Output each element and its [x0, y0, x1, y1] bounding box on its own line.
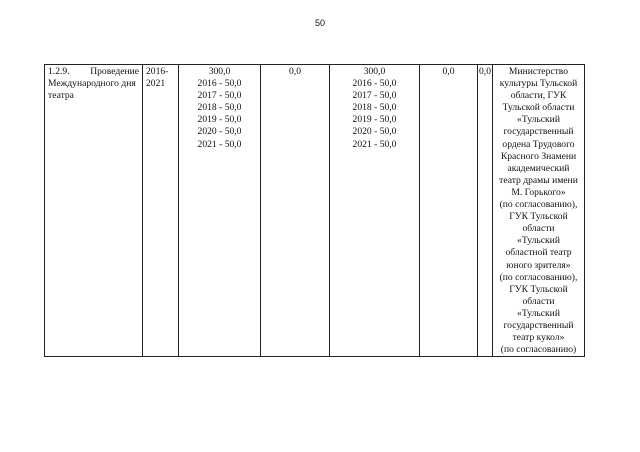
executor-line: государственный: [503, 126, 574, 138]
other-funding-value: 0,0: [479, 66, 491, 77]
other-funding-cell: [478, 65, 493, 357]
event-title-rest: Международного дня театра: [48, 78, 136, 102]
total-funding-year: 2019 - 50,0: [197, 114, 242, 126]
regional-funding-sum: 300,0: [363, 66, 386, 77]
program-table: [44, 64, 585, 357]
total-funding-sum: 300,0: [208, 66, 231, 77]
period-text: 2016-2021: [146, 66, 169, 90]
executor-line: академический: [507, 162, 570, 174]
executor-line: ГУК Тульской: [509, 211, 568, 223]
regional-funding-year: 2016 - 50,0: [352, 78, 397, 90]
executor-line: областной театр: [505, 247, 572, 259]
total-funding-year: 2017 - 50,0: [197, 90, 242, 102]
regional-funding-year: 2018 - 50,0: [352, 102, 397, 114]
total-funding-year: 2021 - 50,0: [197, 138, 242, 150]
executor-line: юного зрителя»: [506, 259, 571, 271]
executor-line: (по согласованию),: [499, 271, 578, 283]
executor-line: государственный: [503, 319, 574, 331]
table-row: [45, 65, 585, 357]
event-code: 1.2.9.: [48, 66, 70, 77]
regional-funding-year: 2021 - 50,0: [352, 138, 397, 150]
executor-line: ГУК Тульской: [509, 283, 568, 295]
federal-funding-cell: [261, 65, 330, 357]
executor-line: «Тульский: [517, 307, 560, 319]
total-funding-year: 2018 - 50,0: [197, 102, 242, 114]
executor-line: (по согласованию): [500, 344, 577, 356]
regional-funding-year: 2017 - 50,0: [352, 90, 397, 102]
executor-line: (по согласованию),: [499, 199, 578, 211]
municipal-funding-value: 0,0: [442, 66, 455, 77]
event-name-cell: [45, 65, 143, 357]
executor-line: театр драмы имени: [499, 174, 578, 186]
federal-funding-value: 0,0: [289, 66, 301, 77]
executor-line: «Тульский: [517, 114, 560, 126]
executor-line: театр кукол»: [512, 332, 565, 344]
total-funding-cell: [179, 65, 261, 357]
regional-funding-year: 2020 - 50,0: [352, 126, 397, 138]
executor-line: Министерство: [508, 66, 569, 77]
executor-line: области: [522, 223, 555, 235]
total-funding-year: 2016 - 50,0: [197, 78, 242, 90]
executor-line: Красного Знамени: [500, 150, 577, 162]
executor-line: «Тульский: [517, 235, 560, 247]
regional-funding-cell: [330, 65, 420, 357]
regional-funding-year: 2019 - 50,0: [352, 114, 397, 126]
page-number: 50: [314, 18, 325, 28]
municipal-funding-cell: [420, 65, 478, 357]
executor-line: культуры Тульской: [499, 78, 578, 90]
total-funding-year: 2020 - 50,0: [197, 126, 242, 138]
executor-line: области: [522, 295, 555, 307]
executor-line: области, ГУК: [510, 90, 567, 102]
period-cell: [143, 65, 179, 357]
executor-line: М. Горького»: [511, 186, 566, 198]
event-title-first: Проведение: [90, 66, 139, 77]
executor-line: Тульской области: [502, 102, 575, 114]
executors-cell: [493, 65, 585, 357]
executor-line: ордена Трудового: [502, 138, 575, 150]
